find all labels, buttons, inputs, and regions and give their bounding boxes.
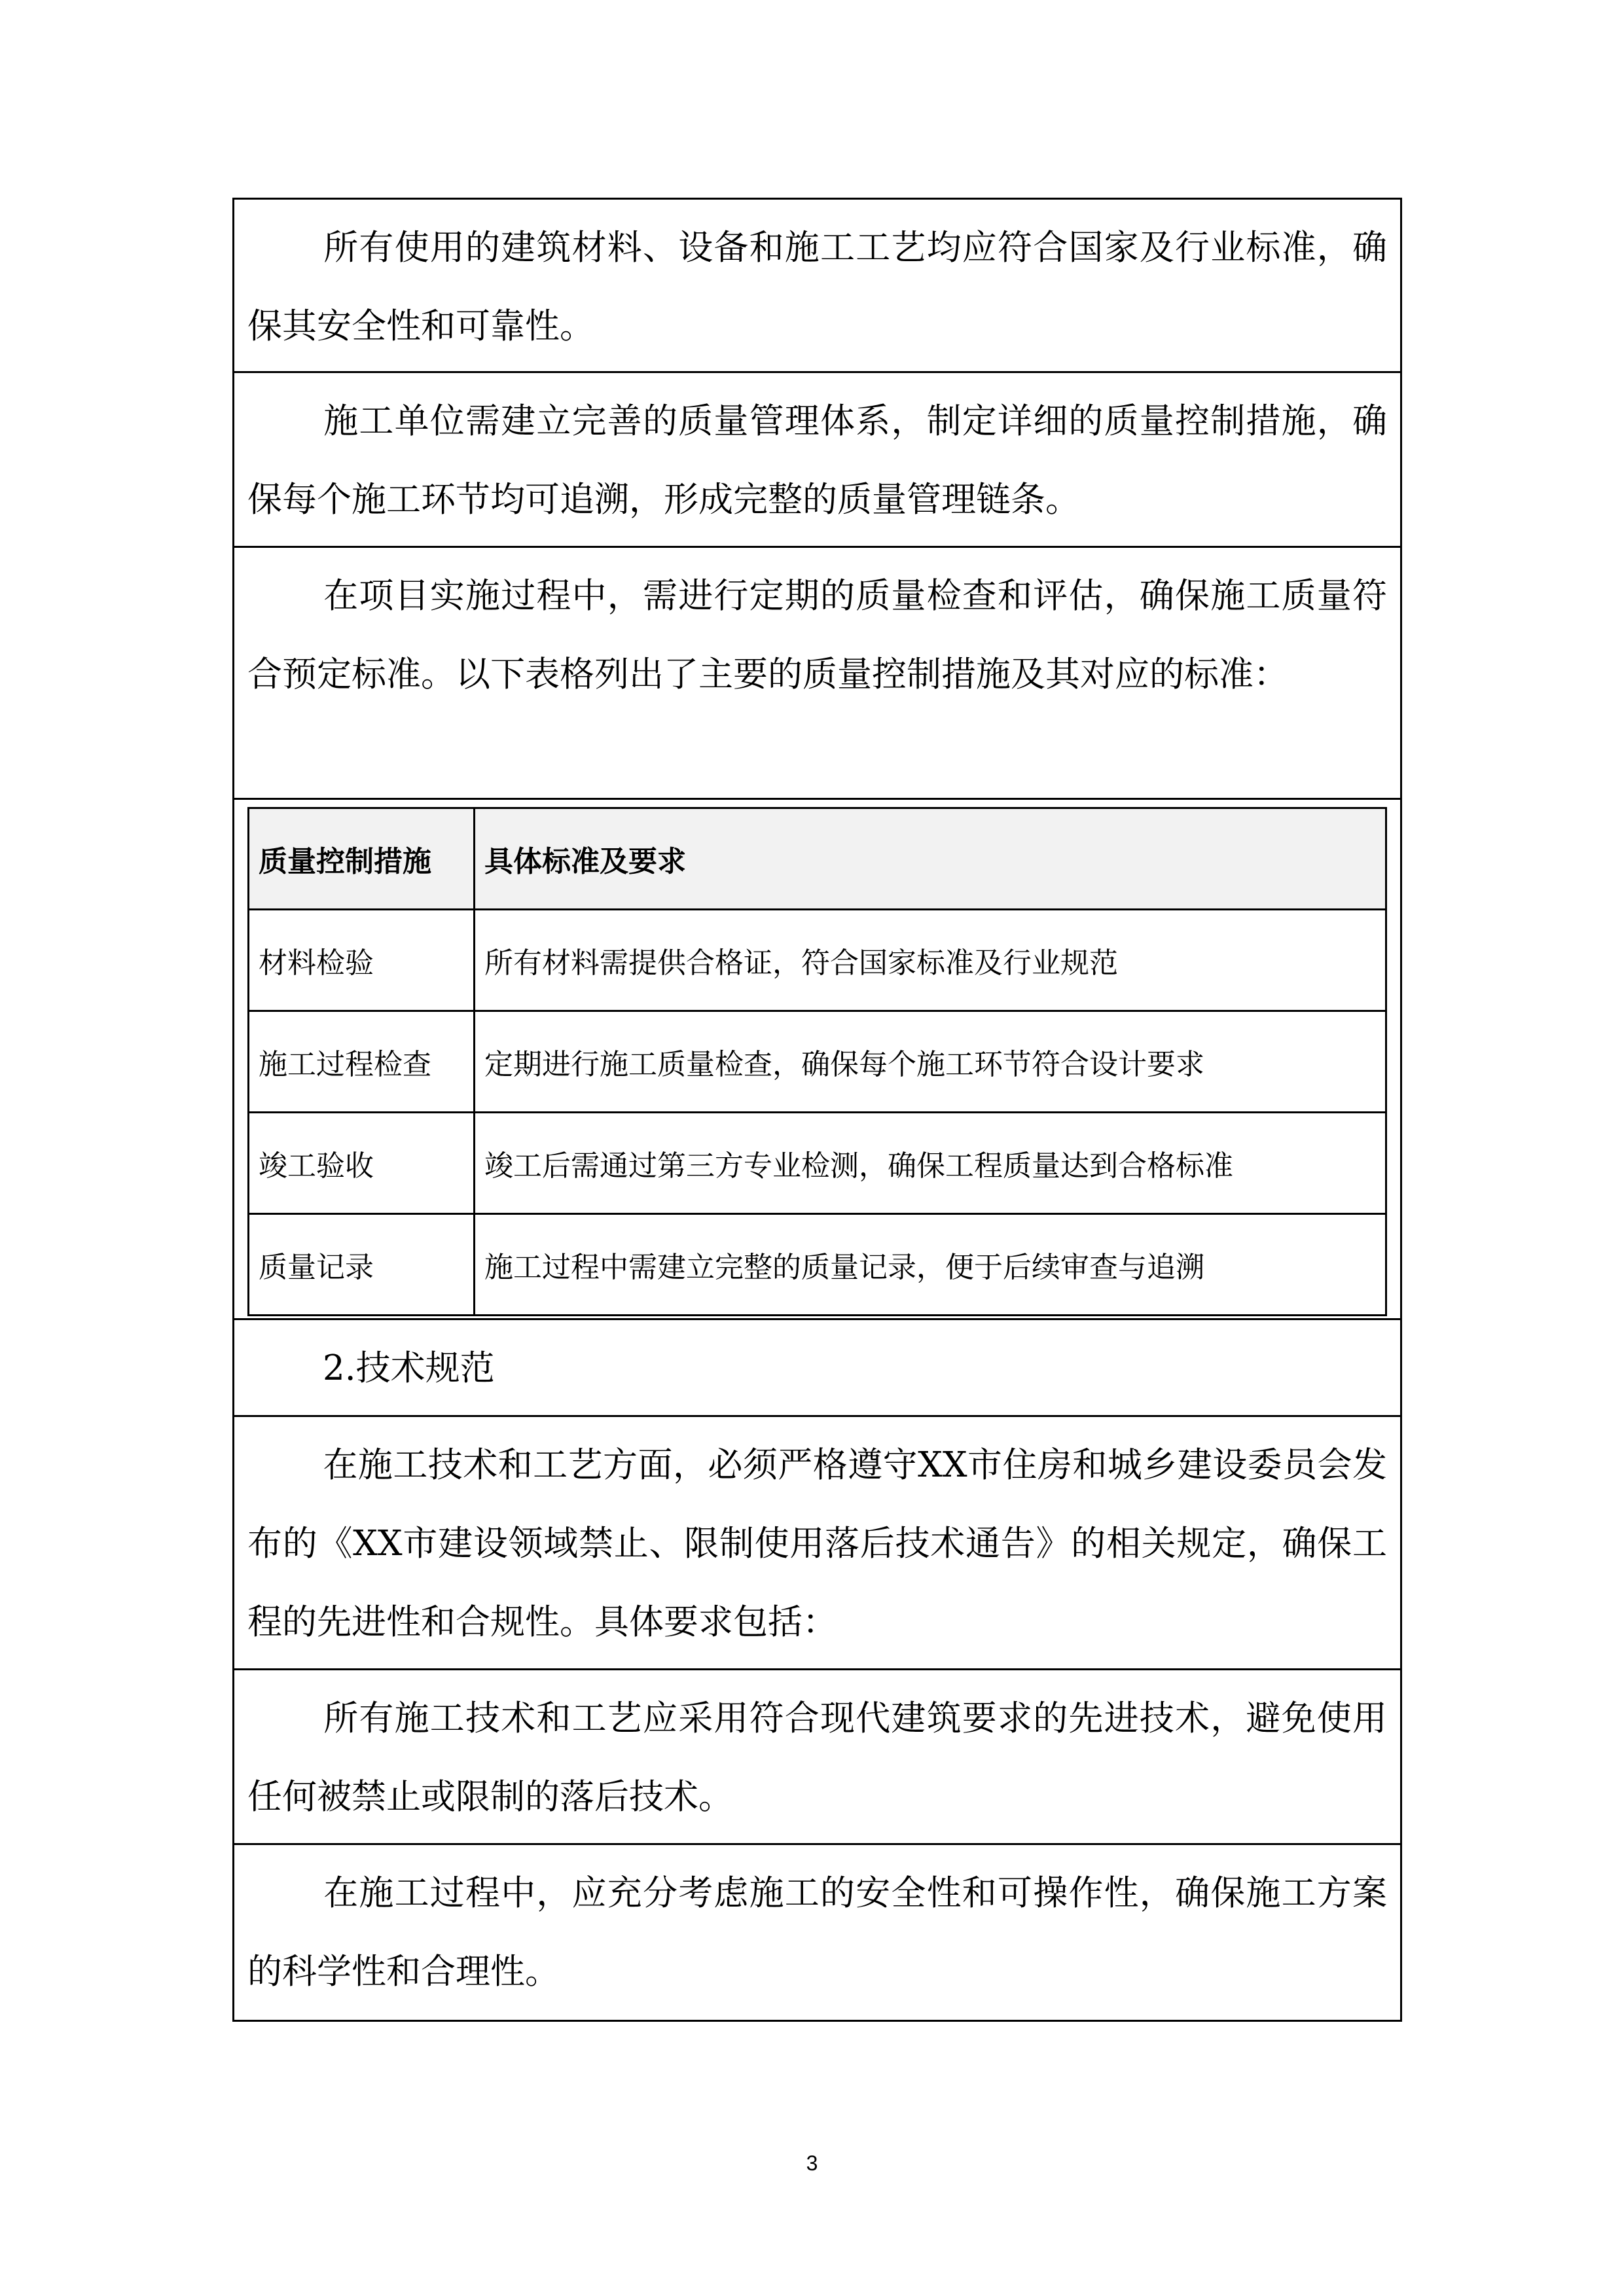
document-frame bbox=[232, 198, 1402, 2022]
paragraph-quality-system bbox=[234, 373, 1400, 548]
table-header-row bbox=[249, 808, 1386, 910]
table-row bbox=[249, 1214, 1386, 1316]
paragraph-text: 在施工技术和工艺方面，必须严格遵守XX市住房和城乡建设委员会发布的《XX市建设领域禁止、限制使用落后技术通告》的相关规定，确保工程的先进性和合规性。具体要求包括： bbox=[247, 1445, 1387, 1642]
table-cell-requirement: 所有材料需提供合格证，符合国家标准及行业规范 bbox=[475, 910, 1386, 1011]
paragraph-text: 所有施工技术和工艺应采用符合现代建筑要求的先进技术，避免使用任何被禁止或限制的落后技术。 bbox=[247, 1698, 1387, 1817]
quality-control-table bbox=[247, 807, 1387, 1316]
table-row bbox=[249, 1011, 1386, 1113]
paragraph-technical-compliance bbox=[234, 1417, 1400, 1670]
table-row bbox=[249, 1113, 1386, 1214]
paragraph-text: 在项目实施过程中，需进行定期的质量检查和评估，确保施工质量符合预定标准。以下表格列出了主要的质量控制措施及其对应的标准： bbox=[247, 576, 1387, 694]
table-cell-requirement: 竣工后需通过第三方专业检测，确保工程质量达到合格标准 bbox=[475, 1113, 1386, 1214]
paragraph-quality-inspection bbox=[234, 548, 1400, 800]
column-header-measure: 质量控制措施 bbox=[249, 808, 475, 910]
column-header-requirement: 具体标准及要求 bbox=[475, 808, 1386, 910]
quality-table-container bbox=[234, 800, 1400, 1320]
table-cell-measure: 竣工验收 bbox=[249, 1113, 475, 1214]
table-cell-measure: 施工过程检查 bbox=[249, 1011, 475, 1113]
paragraph-safety-operability bbox=[234, 1845, 1400, 2020]
section-heading-text: 2.技术规范 bbox=[323, 1348, 495, 1388]
table-cell-requirement: 施工过程中需建立完整的质量记录，便于后续审查与追溯 bbox=[475, 1214, 1386, 1316]
page-number: 3 bbox=[806, 2151, 818, 2175]
paragraph-text: 施工单位需建立完善的质量管理体系，制定详细的质量控制措施，确保每个施工环节均可追溯，形成完整的质量管理链条。 bbox=[247, 401, 1387, 520]
paragraph-text: 所有使用的建筑材料、设备和施工工艺均应符合国家及行业标准，确保其安全性和可靠性。 bbox=[247, 228, 1387, 346]
section-heading-technical-specs bbox=[234, 1320, 1400, 1417]
paragraph-advanced-technology bbox=[234, 1670, 1400, 1845]
table-row bbox=[249, 910, 1386, 1011]
table-cell-measure: 材料检验 bbox=[249, 910, 475, 1011]
paragraph-text: 在施工过程中，应充分考虑施工的安全性和可操作性，确保施工方案的科学性和合理性。 bbox=[247, 1873, 1387, 1992]
table-cell-measure: 质量记录 bbox=[249, 1214, 475, 1316]
table-cell-requirement: 定期进行施工质量检查，确保每个施工环节符合设计要求 bbox=[475, 1011, 1386, 1113]
paragraph-materials-standards bbox=[234, 200, 1400, 373]
